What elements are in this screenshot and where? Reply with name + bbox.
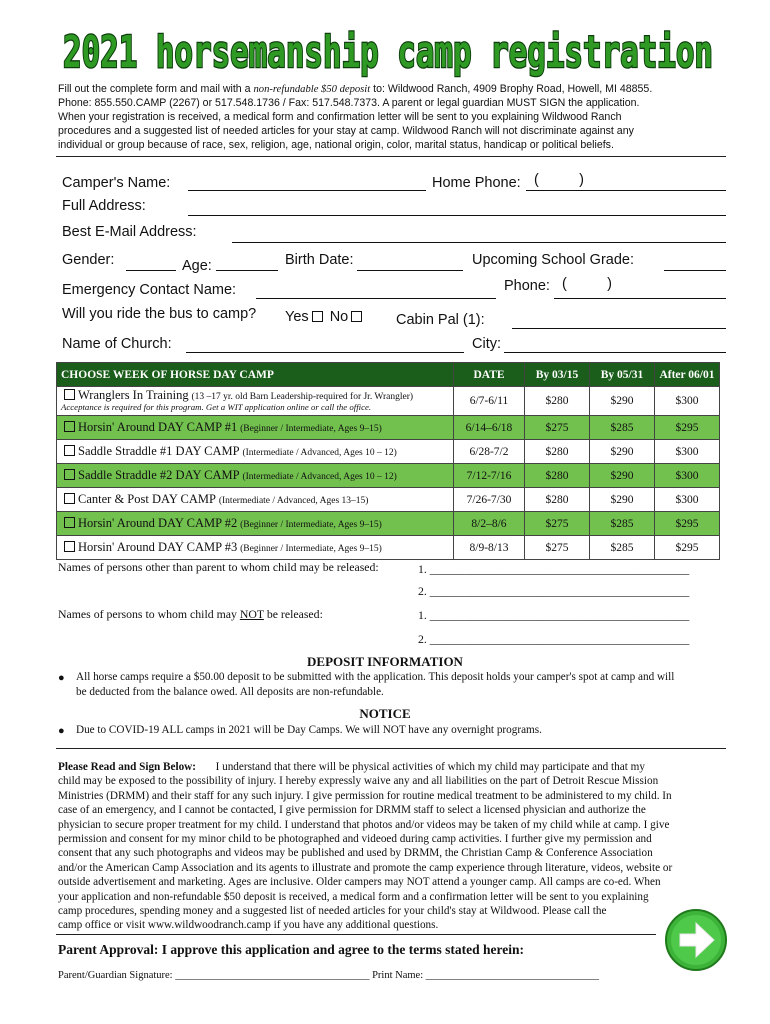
- notice-heading: NOTICE: [359, 706, 411, 721]
- checkbox-icon[interactable]: [64, 541, 75, 552]
- campers-name-label: Camper's Name:: [62, 175, 171, 191]
- camp-cell: [57, 536, 454, 560]
- camp-detail: (Intermediate / Advanced, Ages 10 – 12): [242, 472, 397, 482]
- bus-question-label: Will you ride the bus to camp?: [62, 306, 257, 322]
- deposit-line-1: All horse camps require a $50.00 deposit to be submitted with the application. This deposit holds your camper's spot at camp and will: [76, 671, 675, 683]
- table-row: [57, 536, 720, 560]
- camp-detail: (13 –17 yr. old Barn Leadership-required for Jr. Wrangler): [191, 392, 414, 402]
- waiver-line: camp office or visit www.wildwoodranch.camp if you have any additional questions.: [58, 919, 439, 932]
- camp-name: Canter & Post DAY CAMP: [78, 492, 216, 506]
- price-cell: $275: [525, 536, 590, 560]
- waiver-line: your application and non-refundable $50 deposit is received, a medical form and a confirmation letter will be sent to you explaining: [58, 890, 649, 903]
- camp-name: Horsin' Around DAY CAMP #1: [78, 420, 238, 434]
- camp-name: Saddle Straddle #1 DAY CAMP: [78, 444, 240, 458]
- print-name-label: Print Name:: [372, 970, 424, 981]
- price-cell: $295: [655, 536, 720, 560]
- date-cell: 6/28-7/2: [454, 440, 525, 464]
- age-label: Age:: [182, 258, 212, 274]
- price-cell: $285: [590, 416, 655, 440]
- waiver-line: consent that any such photographs and videos may be published and used by DRMM, the Christian Camp & Conference Association: [58, 847, 653, 860]
- waiver-line: Ministries (DRMM) and their staff for any such injury. I give permission for routine medical treatment to be administered to my child. In: [58, 789, 672, 802]
- campers-name-field[interactable]: [188, 190, 426, 191]
- date-cell: 6/14–6/18: [454, 416, 525, 440]
- bus-no-label: No: [329, 309, 349, 325]
- price-cell: $295: [655, 512, 720, 536]
- camp-cell: [57, 512, 454, 536]
- checkbox-icon[interactable]: [64, 421, 75, 432]
- price-cell: $275: [525, 512, 590, 536]
- divider: [56, 934, 656, 935]
- camp-cell: [57, 440, 454, 464]
- release-allowed-label: Names of persons other than parent to whom child may be released:: [58, 560, 379, 574]
- notice-text: Due to COVID-19 ALL camps in 2021 will be Day Camps. We will NOT have any overnight programs.: [76, 724, 542, 736]
- checkbox-icon[interactable]: [64, 389, 75, 400]
- school-grade-field[interactable]: [664, 270, 726, 271]
- col-header-camp: CHOOSE WEEK OF HORSE DAY CAMP: [57, 363, 454, 387]
- price-cell: $300: [655, 387, 720, 416]
- intro-line-3: When your registration is received, a medical form and confirmation letter will be sent to you explaining Wildwood Ranch: [58, 111, 622, 123]
- camp-detail: (Intermediate / Advanced, Ages 13–15): [218, 496, 369, 506]
- price-cell: $280: [525, 464, 590, 488]
- table-row: [57, 416, 720, 440]
- table-row: [57, 488, 720, 512]
- date-cell: 8/2–8/6: [454, 512, 525, 536]
- price-cell: $280: [525, 440, 590, 464]
- camp-week-table: [56, 362, 720, 560]
- table-row: [57, 464, 720, 488]
- cabin-pal-field[interactable]: [512, 328, 726, 329]
- price-cell: $280: [525, 387, 590, 416]
- col-header-price-3: After 06/01: [655, 363, 720, 387]
- birth-date-field[interactable]: [357, 270, 463, 271]
- release-allowed-line-1[interactable]: 1. ____________________________________________: [418, 562, 690, 576]
- camp-detail: (Beginner / Intermediate, Ages 9–15): [240, 424, 382, 434]
- deposit-heading: DEPOSIT INFORMATION: [307, 654, 463, 669]
- release-not-line-2[interactable]: 2. ____________________________________________: [418, 632, 690, 646]
- full-address-field[interactable]: [188, 215, 726, 216]
- arrow-right-icon[interactable]: [664, 908, 728, 972]
- price-cell: $290: [590, 440, 655, 464]
- camp-cell: [57, 387, 454, 416]
- emergency-contact-label: Emergency Contact Name:: [62, 282, 237, 298]
- date-cell: 6/7-6/11: [454, 387, 525, 416]
- parent-approval-text: Parent Approval: I approve this application and agree to the terms stated herein:: [58, 942, 524, 957]
- page-title: [58, 22, 718, 78]
- price-cell: $280: [525, 488, 590, 512]
- checkbox-icon[interactable]: [64, 517, 75, 528]
- bus-no-checkbox[interactable]: [351, 311, 362, 322]
- waiver-line: case of an emergency, and I cannot be contacted, I give permission for DRMM staff to select a licensed physician and authorize the: [58, 804, 646, 817]
- price-cell: $290: [590, 488, 655, 512]
- home-phone-label: Home Phone:: [432, 175, 521, 191]
- intro-line-4: procedures and a suggested list of needed articles for your stay at camp. Wildwood Ranch will not discriminate against any: [58, 125, 634, 137]
- price-cell: $300: [655, 464, 720, 488]
- camp-name: Horsin' Around DAY CAMP #3: [78, 540, 238, 554]
- birth-date-label: Birth Date:: [285, 252, 354, 268]
- price-cell: $285: [590, 536, 655, 560]
- date-cell: 7/12-7/16: [454, 464, 525, 488]
- signature-field[interactable]: _____________________________________: [175, 970, 370, 981]
- price-cell: $285: [590, 512, 655, 536]
- camp-detail: (Beginner / Intermediate, Ages 9–15): [240, 544, 382, 554]
- signature-row: [58, 970, 599, 981]
- checkbox-icon[interactable]: [64, 469, 75, 480]
- price-cell: $300: [655, 488, 720, 512]
- camp-detail: (Beginner / Intermediate, Ages 9–15): [240, 520, 382, 530]
- price-cell: $275: [525, 416, 590, 440]
- table-row: [57, 387, 720, 416]
- city-label: City:: [472, 336, 501, 352]
- checkbox-icon[interactable]: [64, 493, 75, 504]
- bus-yes-checkbox[interactable]: [312, 311, 323, 322]
- date-cell: 8/9-8/13: [454, 536, 525, 560]
- camp-cell: [57, 416, 454, 440]
- home-phone-parens: ( ): [534, 172, 584, 188]
- waiver-line: and/or the American Camp Association and its agents to illustrate and promote the camp experience through literature, videos, website or: [58, 861, 673, 874]
- page-title-text: 2021 horsemanship camp registration: [63, 27, 713, 78]
- price-cell: $290: [590, 387, 655, 416]
- emergency-phone-parens: ( ): [562, 276, 612, 292]
- waiver-line: physician to secure proper treatment for my child. I understand that photos and/or videos may be taken of my child while at camp. I give: [58, 818, 670, 831]
- price-cell: $295: [655, 416, 720, 440]
- age-field[interactable]: [216, 270, 278, 271]
- emergency-contact-field[interactable]: [256, 298, 496, 299]
- date-cell: 7/26-7/30: [454, 488, 525, 512]
- bullet-icon: ●: [58, 672, 65, 684]
- intro-line-5: individual or group because of race, sex, religion, age, national origin, color, marital status, handicap or political beliefs.: [58, 139, 614, 151]
- email-label: Best E-Mail Address:: [62, 224, 197, 240]
- release-allowed-line-2[interactable]: 2. ____________________________________________: [418, 584, 690, 598]
- emergency-phone-label: Phone:: [504, 278, 550, 294]
- email-field[interactable]: [232, 242, 726, 243]
- camp-detail: (Intermediate / Advanced, Ages 10 – 12): [242, 448, 397, 458]
- table-header-row: [57, 363, 720, 387]
- bus-yes-label: Yes: [285, 309, 309, 325]
- waiver-line: Please Read and Sign Below: I understand that there will be physical activities of which my child may participate and that my: [58, 761, 645, 773]
- waiver-paragraph: [58, 760, 718, 933]
- waiver-line: permission and consent for my minor child to be photographed and videoed during camp activities. I further give my permission and: [58, 833, 652, 846]
- bus-options: [285, 309, 365, 325]
- checkbox-icon[interactable]: [64, 445, 75, 456]
- cabin-pal-label: Cabin Pal (1):: [396, 312, 485, 328]
- divider: [56, 156, 726, 157]
- intro-line-1: Fill out the complete form and mail with a non-refundable $50 deposit to: Wildwood Ranch, 4909 Brophy Road, Howell, MI 48855.: [58, 83, 653, 95]
- home-phone-field[interactable]: [526, 190, 726, 191]
- gender-label: Gender:: [62, 252, 115, 268]
- camp-name: Horsin' Around DAY CAMP #2: [78, 516, 238, 530]
- school-grade-label: Upcoming School Grade:: [472, 252, 634, 268]
- col-header-price-1: By 03/15: [525, 363, 590, 387]
- camp-cell: [57, 464, 454, 488]
- waiver-line: camp procedures, spending money and a suggested list of needed articles for your child's stay at Wildwood. Please call the: [58, 905, 607, 918]
- intro-line-2: Phone: 855.550.CAMP (2267) or 517.548.1736 / Fax: 517.548.7373. A parent or legal guardian MUST SIGN the application.: [58, 97, 640, 109]
- release-not-label: Names of persons to whom child may NOT be released:: [58, 607, 323, 621]
- camp-name: Saddle Straddle #2 DAY CAMP: [78, 468, 240, 482]
- col-header-price-2: By 05/31: [590, 363, 655, 387]
- full-address-label: Full Address:: [62, 198, 146, 214]
- camp-name: Wranglers In Training: [78, 388, 189, 402]
- church-label: Name of Church:: [62, 336, 172, 352]
- camp-note: Acceptance is required for this program. Get a WIT application online or call the office.: [61, 402, 372, 412]
- gender-field[interactable]: [126, 270, 176, 271]
- waiver-line: outside advertisement and marketing. Ages are inclusive. Older campers may NOT attend a younger camp. All camps are co-ed. When: [58, 876, 661, 889]
- emergency-phone-field[interactable]: [554, 298, 726, 299]
- bullet-icon: ●: [58, 725, 65, 737]
- print-name-field[interactable]: _________________________________: [425, 970, 600, 981]
- waiver-line: child may be exposed to the possibility of injury. I hereby expressly waive any and all liabilities on the part of Detroit Rescue Mission: [58, 775, 659, 788]
- signature-label: Parent/Guardian Signature:: [58, 970, 173, 981]
- price-cell: $300: [655, 440, 720, 464]
- table-row: [57, 440, 720, 464]
- release-not-line-1[interactable]: 1. ____________________________________________: [418, 608, 690, 622]
- church-field[interactable]: [186, 352, 464, 353]
- table-row: [57, 512, 720, 536]
- col-header-date: DATE: [454, 363, 525, 387]
- camp-cell: [57, 488, 454, 512]
- waiver-heading: Please Read and Sign Below:: [58, 761, 196, 773]
- deposit-line-2: be deducted from the balance owed. All deposits are non-refundable.: [76, 686, 384, 698]
- price-cell: $290: [590, 464, 655, 488]
- city-field[interactable]: [504, 352, 726, 353]
- divider: [56, 748, 726, 749]
